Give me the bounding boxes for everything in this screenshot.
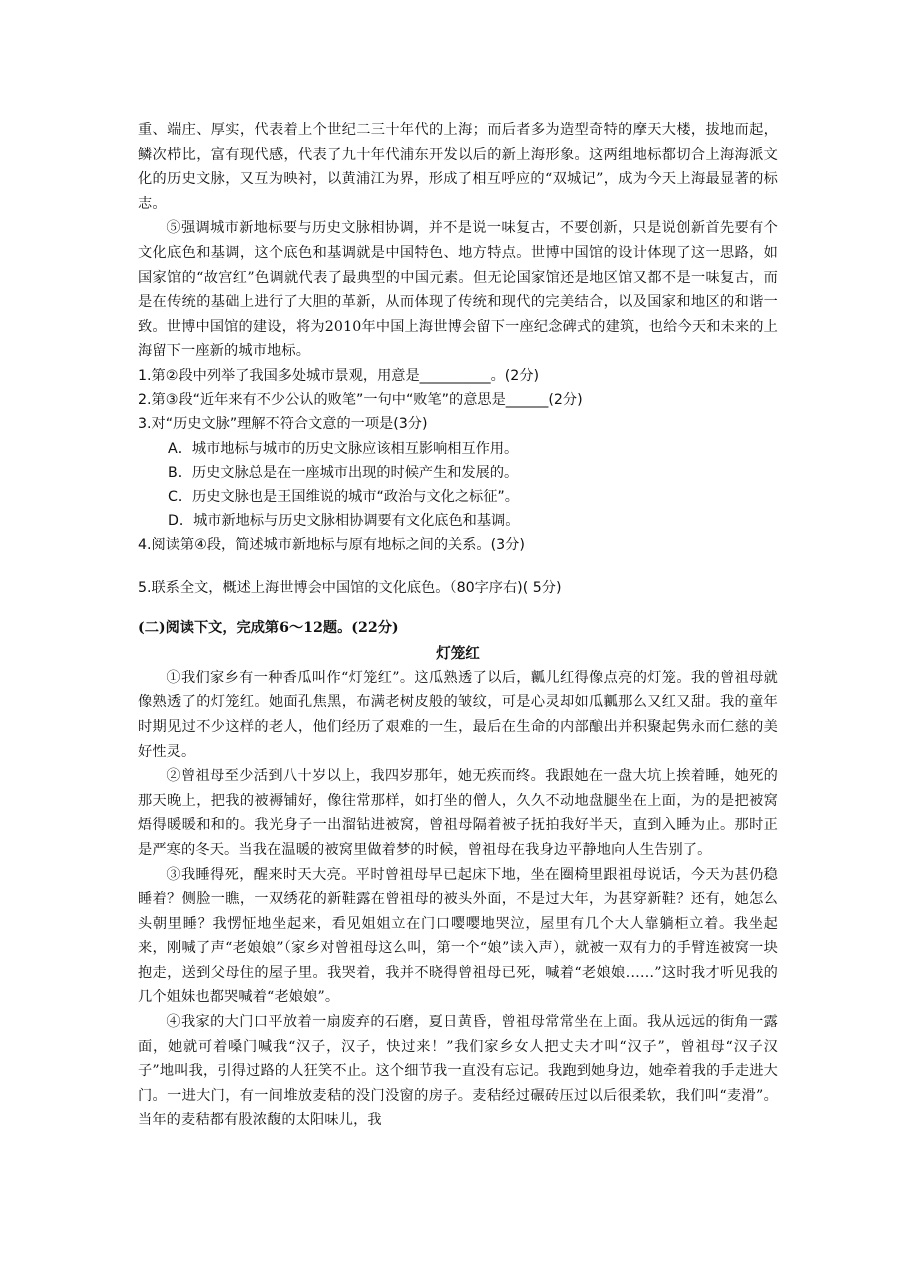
question-3-option-a: A．城市地标与城市的历史文脉应该相互影响相互作用。 xyxy=(168,440,519,457)
story-paragraph-2: ②曾祖母至少活到八十岁以上，我四岁那年，她无疾而终。我跟她在一盘大坑上挨着睡，她死的那天晚上，把我的被褥铺好，像往常那样，如打坐的僧人，久久不动地盘腿坐在上面，为的是把被窝焐得暖暖和和的。我光身子一出溜钻进被窝，曾祖母隔着被子抚拍我好半天，直到入睡为止。那时正是严寒的冬天。当我在温暖的被窝里做着梦的时候，曾祖母在我身边平静地向人生告别了。 xyxy=(138,768,778,858)
story-paragraph-3: ③我睡得死，醒来时天大亮。平时曾祖母早已起床下地，坐在圈椅里跟祖母说话，今天为甚仍稳睡着？侧脸一瞧，一双绣花的新鞋露在曾祖母的被头外面，不是过大年，为甚穿新鞋？还有，她怎么头朝里睡？我愣怔地坐起来，看见姐姐立在门口嘤嘤地哭泣，屋里有几个大人靠躺柜立着。我坐起来，刚喊了声“老娘娘”（家乡对曾祖母这么叫，第一个“娘”读入声），就被一双有力的手臂连被窝一块抱走，送到父母住的屋子里。我哭着，我并不晓得曾祖母已死，喊着“老娘娘……”这时我才听见我的几个姐妹也都哭喊着“老娘娘”。 xyxy=(138,866,778,1006)
question-2: 2.第③段“近年来有不少公认的败笔”一句中“败笔”的意思是______(2分) xyxy=(138,392,583,409)
answer-space xyxy=(138,558,778,576)
exam-page xyxy=(138,118,778,1133)
story-paragraph-4: ④我家的大门口平放着一扇废弃的石磨，夏日黄昏，曾祖母常常坐在上面。我从远远的街角一露面，她就可着嗓门喊我“汉子，汉子，快过来！”我们家乡女人把丈夫才叫“汉子”，曾祖母“汉子汉子”地叫我，引得过路的人狂笑不止。这个细节我一直没有忘记。我跑到她身边，她牵着我的手走进大门。一进大门，有一间堆放麦秸的没门没窗的房子。麦秸经过碾砖压过以后很柔软，我们叫“麦滑”。当年的麦秸都有股浓馥的太阳味儿，我 xyxy=(138,1014,778,1129)
article-paragraph: 重、端庄、厚实，代表着上个世纪二三十年代的上海；而后者多为造型奇特的摩天大楼，拔地而起，鳞次栉比，富有现代感，代表了九十年代浦东开发以后的新上海形象。这两组地标都切合上海海派文化的历史文脉，又互为映衬，以黄浦江为界，形成了相互呼应的“双城记”，成为今天上海最显著的标志。 xyxy=(138,122,778,212)
question-3-option-d: D．城市新地标与历史文脉相协调要有文化底色和基调。 xyxy=(168,513,520,530)
question-3-option-c: C．历史文脉也是王国维说的城市“政治与文化之标征”。 xyxy=(168,488,519,505)
article-title: 灯笼红 xyxy=(436,644,480,662)
section-heading: (二)阅读下文，完成第6～12题。(22分) xyxy=(138,619,399,636)
story-paragraph-1: ①我们家乡有一种香瓜叫作“灯笼红”。这瓜熟透了以后，瓤儿红得像点亮的灯笼。我的曾祖母就像熟透了的灯笼红。她面孔焦黑，布满老树皮般的皱纹，可是心灵却如瓜瓤那么又红又甜。我的童年时期见过不少这样的老人，他们经历了艰难的一生，最后在生命的内部酿出并积聚起隽永而仁慈的美好性灵。 xyxy=(138,669,778,760)
question-4: 4.阅读第④段，简述城市新地标与原有地标之间的关系。(3分) xyxy=(138,537,525,554)
article-paragraph-5: ⑤强调城市新地标要与历史文脉相协调，并不是说一味复古，不要创新，只是说创新首先要有个文化底色和基调，这个底色和基调就是中国特色、地方特点。世博中国馆的设计体现了这一思路，如国家馆的“故宫红”色调就代表了最典型的中国元素。但无论国家馆还是地区馆又都不是一味复古，而是在传统的基础上进行了大胆的革新，从而体现了传统和现代的完美结合，以及国家和地区的和谐一致。世博中国馆的建设，将为2010年中国上海世博会留下一座纪念碑式的建筑，也给今天和未来的上海留下一座新的城市地标。 xyxy=(138,220,778,360)
question-5: 5.联系全文，概述上海世博会中国馆的文化底色。（80字序右)( 5分) xyxy=(138,579,562,596)
question-1: 1.第②段中列举了我国多处城市景观，用意是__________。(2分) xyxy=(138,367,540,384)
question-3-option-b: B．历史文脉总是在一座城市出现的时候产生和发展的。 xyxy=(168,464,519,481)
answer-space xyxy=(138,600,778,616)
question-3: 3.对“历史文脉”理解不符合文意的一项是(3分) xyxy=(138,416,428,433)
